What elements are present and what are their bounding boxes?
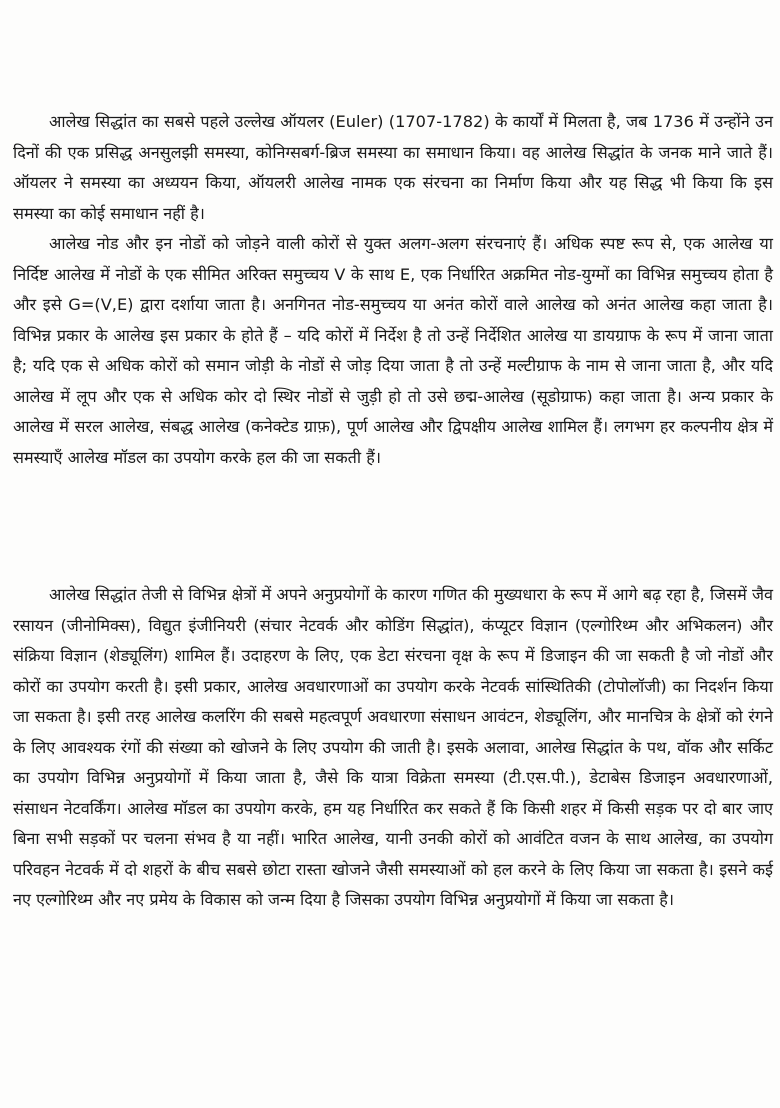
paragraph-euler-history: आलेख सिद्धांत का सबसे पहले उल्लेख ऑयलर (Euler) (1707-1782) के कार्यों में मिलता है, जब 1736 में उन्होंने उन दिनों की एक प्रसिद्ध अनसुलझी समस्या, कोनिग्सबर्ग-ब्रिज समस्या का समाधान किया। वह आलेख सिद्धांत के जनक माने जाते हैं। ऑयलर ने समस्या का अध्ययन किया, ऑयलरी आलेख नामक एक संरचना का निर्माण किया और यह सिद्ध भी किया कि इस समस्या का कोई समाधान नहीं है। [13,112,773,223]
paragraph-applications: आलेख सिद्धांत तेजी से विभिन्न क्षेत्रों में अपने अनुप्रयोगों के कारण गणित की मुख्यधारा के रूप में आगे बढ़ रहा है, जिसमें जैव रसायन (जीनोमिक्स), विद्युत इंजीनियरी (संचार नेटवर्क और कोडिंग सिद्धांत), कंप्यूटर विज्ञान (एल्गोरिथ्म और अभिकलन) और संक्रिया विज्ञान (शेड्यूलिंग) शामिल हैं। उदाहरण के लिए, एक डेटा संरचना वृक्ष के रूप में डिजाइन की जा सकती है जो नोडों और कोरों का उपयोग करती है। इसी प्रकार, आलेख अवधारणाओं का उपयोग करके नेटवर्क सांस्थितिकी (टोपोलॉजी) का निदर्शन किया जा सकता है। इसी तरह आलेख कलरिंग की सबसे महत्वपूर्ण अवधारणा संसाधन आवंटन, शेड्यूलिंग, और मानचित्र के क्षेत्रों को रंगने के लिए आवश्यक रंगों की संख्या को खोजने के लिए उपयोग की जाती है। इसके अलावा, आलेख सिद्धांत के पथ, वॉक और सर्किट का उपयोग विभिन्न अनुप्रयोगों में किया जाता है, जैसे कि यात्रा विक्रेता समस्या (टी.एस.पी.), डेटाबेस डिजाइन अवधारणाओं, संसाधन नेटवर्किंग। आलेख मॉडल का उपयोग करके, हम यह निर्धारित कर सकते हैं कि किसी शहर में किसी सड़क पर दो बार जाए बिना सभी सड़कों पर चलना संभव है या नहीं। भारित आलेख, यानी उनकी कोरों को आवंटित वजन के साथ आलेख, का उपयोग परिवहन नेटवर्क में दो शहरों के बीच सबसे छोटा रास्ता खोजने जैसी समस्याओं को हल करने के लिए किया जा सकता है। इसने कई नए एल्गोरिथ्म और नए प्रमेय के विकास को जन्म दिया है जिसका उपयोग विभिन्न अनुप्रयोगों में किया जा सकता है। [13,585,773,909]
paragraph-graph-types: आलेख नोड और इन नोडों को जोड़ने वाली कोरों से युक्त अलग-अलग संरचनाएं हैं। अधिक स्पष्ट रूप से, एक आलेख या निर्दिष्ट आलेख में नोडों के एक सीमित अरिक्त समुच्चय V के साथ E, एक निर्धारित अक्रमित नोड-युग्मों का विभिन्न समुच्चय होता है और इसे G=(V,E) द्वारा दर्शाया जाता है। अनगिनत नोड-समुच्चय या अनंत कोरों वाले आलेख को अनंत आलेख कहा जाता है। विभिन्न प्रकार के आलेख इस प्रकार के होते हैं – यदि कोरों में निर्देश है तो उन्हें निर्देशित आलेख या डायग्राफ के रूप में जाना जाता है; यदि एक से अधिक कोरों को समान जोड़ी के नोडों से जोड़ दिया जाता है तो उन्हें मल्टीग्राफ के नाम से जाना जाता है, और यदि आलेख में लूप और एक से अधिक कोर दो स्थिर नोडों से जुड़ी हो तो उसे छद्म-आलेख (सूडोग्राफ) कहा जाता है। अन्य प्रकार के आलेख में सरल आलेख, संबद्ध आलेख (कनेक्टेड ग्राफ़), पूर्ण आलेख और द्विपक्षीय आलेख शामिल हैं। लगभग हर कल्पनीय क्षेत्र में समस्याएँ आलेख मॉडल का उपयोग करके हल की जा सकती हैं। [13,234,773,467]
